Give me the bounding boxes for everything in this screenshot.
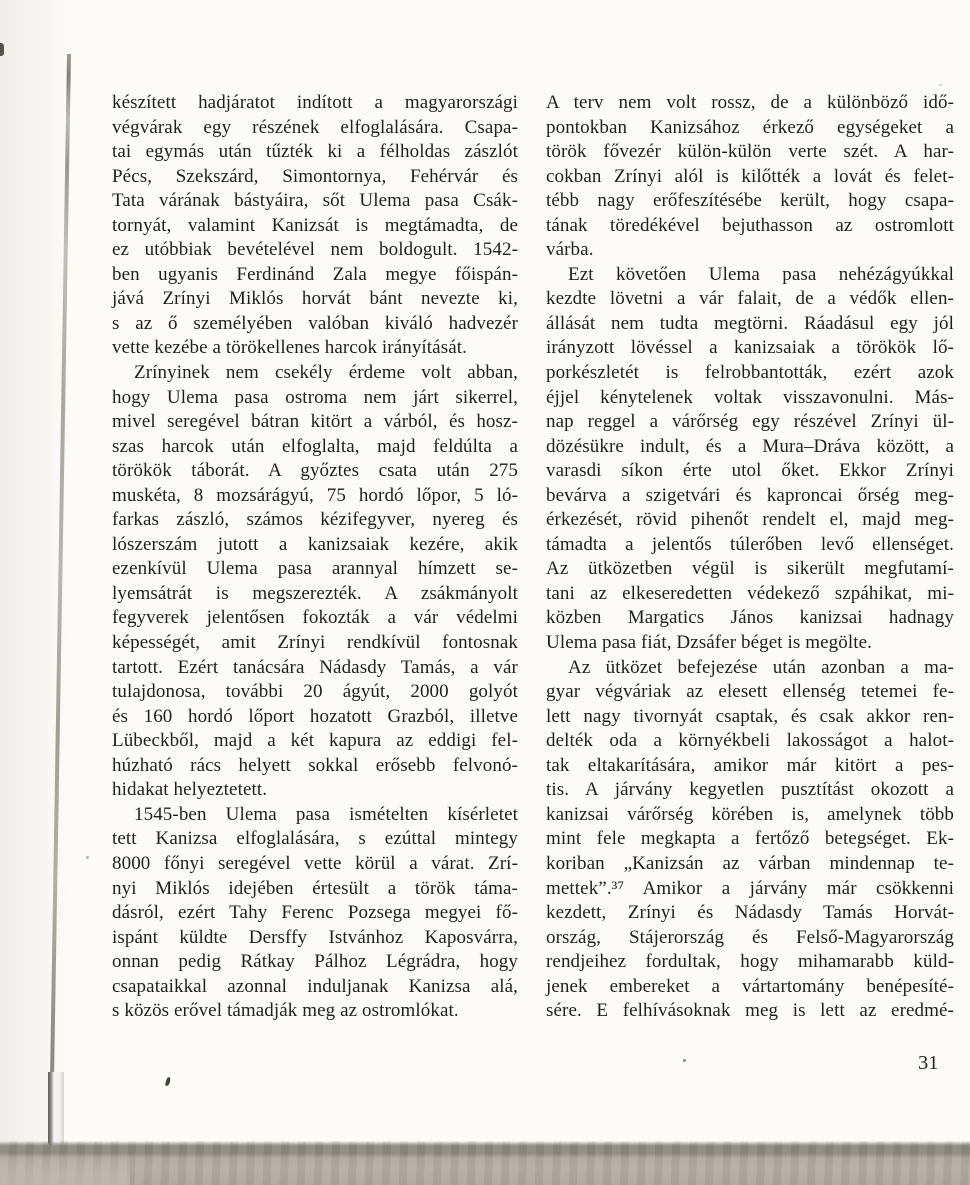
text-line: fegyverek jelentősen fokozták a vár védelmi	[112, 607, 518, 629]
text-line: tani az elkeseredetten védekező szpáhikat, mi-	[546, 582, 954, 604]
text-line: lyemsátrát is megszerezték. A zsákmányolt	[112, 582, 518, 604]
text-line: végvárak egy részének elfoglalására. Csapa-	[112, 116, 518, 138]
text-line: készített hadjáratot indított a magyarországi	[112, 92, 518, 113]
ink-speck	[683, 1059, 686, 1062]
text-line: nap reggel a várőrség egy részével Zrínyi ül-	[546, 411, 954, 433]
text-line: ország, Stájerország és Felső-Magyarország	[546, 926, 954, 948]
text-line: Az ütközetben végül is sikerült megfutamí-	[546, 558, 954, 580]
text-line: éjjel kénytelenek voltak visszavonulni. Más-	[546, 386, 954, 408]
text-line: delték oda a környékbeli lakosságot a halot-	[546, 730, 954, 752]
ink-speck	[86, 856, 89, 859]
text-line: Tata várának bástyáira, sőt Ulema pasa Csák-	[112, 190, 518, 212]
text-line: ez utóbbiak bevételével nem boldogult. 1542-	[112, 239, 518, 261]
page-number: 31	[918, 1052, 939, 1074]
text-line: tulajdonosa, további 20 ágyút, 2000 golyót	[112, 681, 518, 703]
text-line: kanizsai várőrség körében is, amelynek több	[546, 803, 954, 825]
text-line: s az ő személyében valóban kiváló hadvezér	[112, 312, 518, 334]
text-line: törökök táborát. A győztes csata után 275	[112, 460, 518, 482]
text-line: csapataikkal azonnal induljanak Kanizsa alá,	[112, 975, 518, 997]
text-line: varasdi síkon érte utol őket. Ekkor Zrínyi	[546, 460, 954, 482]
text-line: rendjeihez fordultak, hogy mihamarabb küld-	[546, 951, 954, 973]
text-line: sére. E felhívásoknak meg is lett az eredmé-	[546, 1000, 954, 1022]
text-line: Ezt követően Ulema pasa nehézágyúkkal	[568, 263, 954, 285]
scan-artifact-mark	[0, 43, 4, 56]
text-line: közben Margatics János kanizsai hadnagy	[546, 607, 954, 629]
text-line: 8000 főnyi seregével vette körül a várat. Zrí-	[112, 852, 518, 874]
text-line: ben ugyanis Ferdinánd Zala megye főispán-	[112, 263, 518, 285]
text-line: tett Kanizsa elfoglalására, s ezúttal mintegy	[112, 828, 518, 850]
text-line: pontokban Kanizsához érkező egységeket a	[546, 116, 954, 138]
text-line: A terv nem volt rossz, de a különböző idő-	[546, 92, 954, 113]
text-line: s közös erővel támadják meg az ostromlókat.	[112, 1000, 459, 1022]
text-line: mivel seregével bátran kitört a várból, és hosz-	[112, 411, 518, 433]
text-line: tának töredékével bejuthasson az ostromlott	[546, 214, 954, 236]
text-line: érkezését, rövid pihenőt rendelt el, majd meg-	[546, 509, 954, 531]
scan-bottom-band-shading	[0, 1152, 130, 1185]
text-line: irányzott lövéssel a kanizsaiak a törökök lő-	[546, 337, 954, 359]
text-line: bevárva a szigetvári és kaproncai őrség meg-	[546, 484, 954, 506]
text-line: vette kezébe a törökellenes harcok irányítását.	[112, 337, 467, 359]
text-line: dásról, ezért Tahy Ferenc Pozsega megyei fő-	[112, 902, 518, 924]
text-line: muskéta, 8 mozsárágyú, 75 hordó lőpor, 5 ló-	[112, 484, 518, 506]
scan-bottom-band	[0, 1141, 970, 1185]
ink-speck	[939, 84, 942, 86]
text-line: tak eltakarítására, amikor már kitört a pes-	[546, 754, 954, 776]
text-line: nyi Miklós idejében értesült a török táma-	[112, 877, 518, 899]
text-line: ispánt küldte Dersffy Istvánhoz Kaposvárra,	[112, 926, 518, 948]
text-line: cokban Zrínyi alól is kilőtték a lovát és felet-	[546, 165, 954, 187]
text-line: lett nagy tivornyát csaptak, és csak akkor ren-	[546, 705, 954, 727]
text-line: tébb nagy erőfeszítésébe került, hogy csapa-	[546, 190, 954, 212]
text-line: mettek”.³⁷ Amikor a járvány már csökkenni	[546, 877, 954, 899]
text-line: és 160 hordó lőport hozatott Grazból, illetve	[112, 705, 518, 727]
text-line: gyar végváriak az elesett ellenség tetemei fe-	[546, 681, 954, 703]
text-line: dözésükre indult, és a Mura–Dráva között, a	[546, 435, 954, 457]
book-spine-highlight	[48, 1072, 64, 1144]
text-line: mint fele megkapta a fertőző betegséget. Ek-	[546, 828, 954, 850]
text-line: Ulema pasa fiát, Dzsáfer béget is megölte.	[546, 632, 873, 654]
text-line: tai egymás után tűzték ki a félholdas zászlót	[112, 141, 518, 163]
text-line: lószerszám jutott a kanizsaiak kezére, akik	[112, 533, 518, 555]
text-line: onnan pedig Rátkay Pálhoz Légrádra, hogy	[112, 951, 518, 973]
text-line: Az ütközet befejezése után azonban a ma-	[568, 656, 954, 678]
text-line: 1545-ben Ulema pasa ismételten kísérletet	[134, 803, 518, 825]
text-line: állását nem tudta megtörni. Ráadásul egy jól	[546, 312, 954, 334]
text-line: farkas zászló, számos kézifegyver, nyereg és	[112, 509, 518, 531]
text-line: hidakat helyeztetett.	[112, 779, 268, 801]
text-line: kezdte lövetni a vár falait, de a védők ellen-	[546, 288, 954, 310]
text-line: várba.	[546, 239, 594, 261]
text-line: tis. A járvány kegyetlen pusztítást okozott a	[546, 779, 954, 801]
page-edge-shading	[0, 0, 67, 1145]
text-line: jenek embereket a vártartomány benépesíté-	[546, 975, 954, 997]
text-line: török fővezér külön-külön verte szét. A har-	[546, 141, 954, 163]
text-line: jává Zrínyi Miklós horvát bánt nevezte ki,	[112, 288, 518, 310]
text-column-right	[546, 91, 954, 1024]
text-line: képességét, amit Zrínyi rendkívül fontosnak	[112, 632, 518, 654]
text-line: Pécs, Szekszárd, Simontornya, Fehérvár és	[112, 165, 518, 187]
text-line: porkészletét is felrobbantották, ezért azok	[546, 362, 954, 384]
text-line: Zrínyinek nem csekély érdeme volt abban,	[134, 362, 518, 384]
text-line: kezdett, Zrínyi és Nádasdy Tamás Horvát-	[546, 902, 954, 924]
text-line: Lübeckből, majd a két kapura az eddigi fel-	[112, 730, 518, 752]
text-line: húzható rács helyett sokkal erősebb felvonó-	[112, 754, 518, 776]
text-column-left	[112, 91, 518, 1024]
text-line: támadta a jelentős túlerőben levő ellenséget.	[546, 533, 954, 555]
text-line: koriban „Kanizsán az várban mindennap te-	[546, 852, 954, 874]
text-line: tartott. Ezért tanácsára Nádasdy Tamás, a vár	[112, 656, 518, 678]
ink-speck	[165, 1077, 171, 1087]
text-line: hogy Ulema pasa ostroma nem járt sikerrel,	[112, 386, 518, 408]
text-line: szas harcok után elfoglalta, majd feldúlta a	[112, 435, 518, 457]
text-line: tornyát, valamint Kanizsát is megtámadta, de	[112, 214, 518, 236]
text-line: ezenkívül Ulema pasa arannyal hímzett se-	[112, 558, 518, 580]
